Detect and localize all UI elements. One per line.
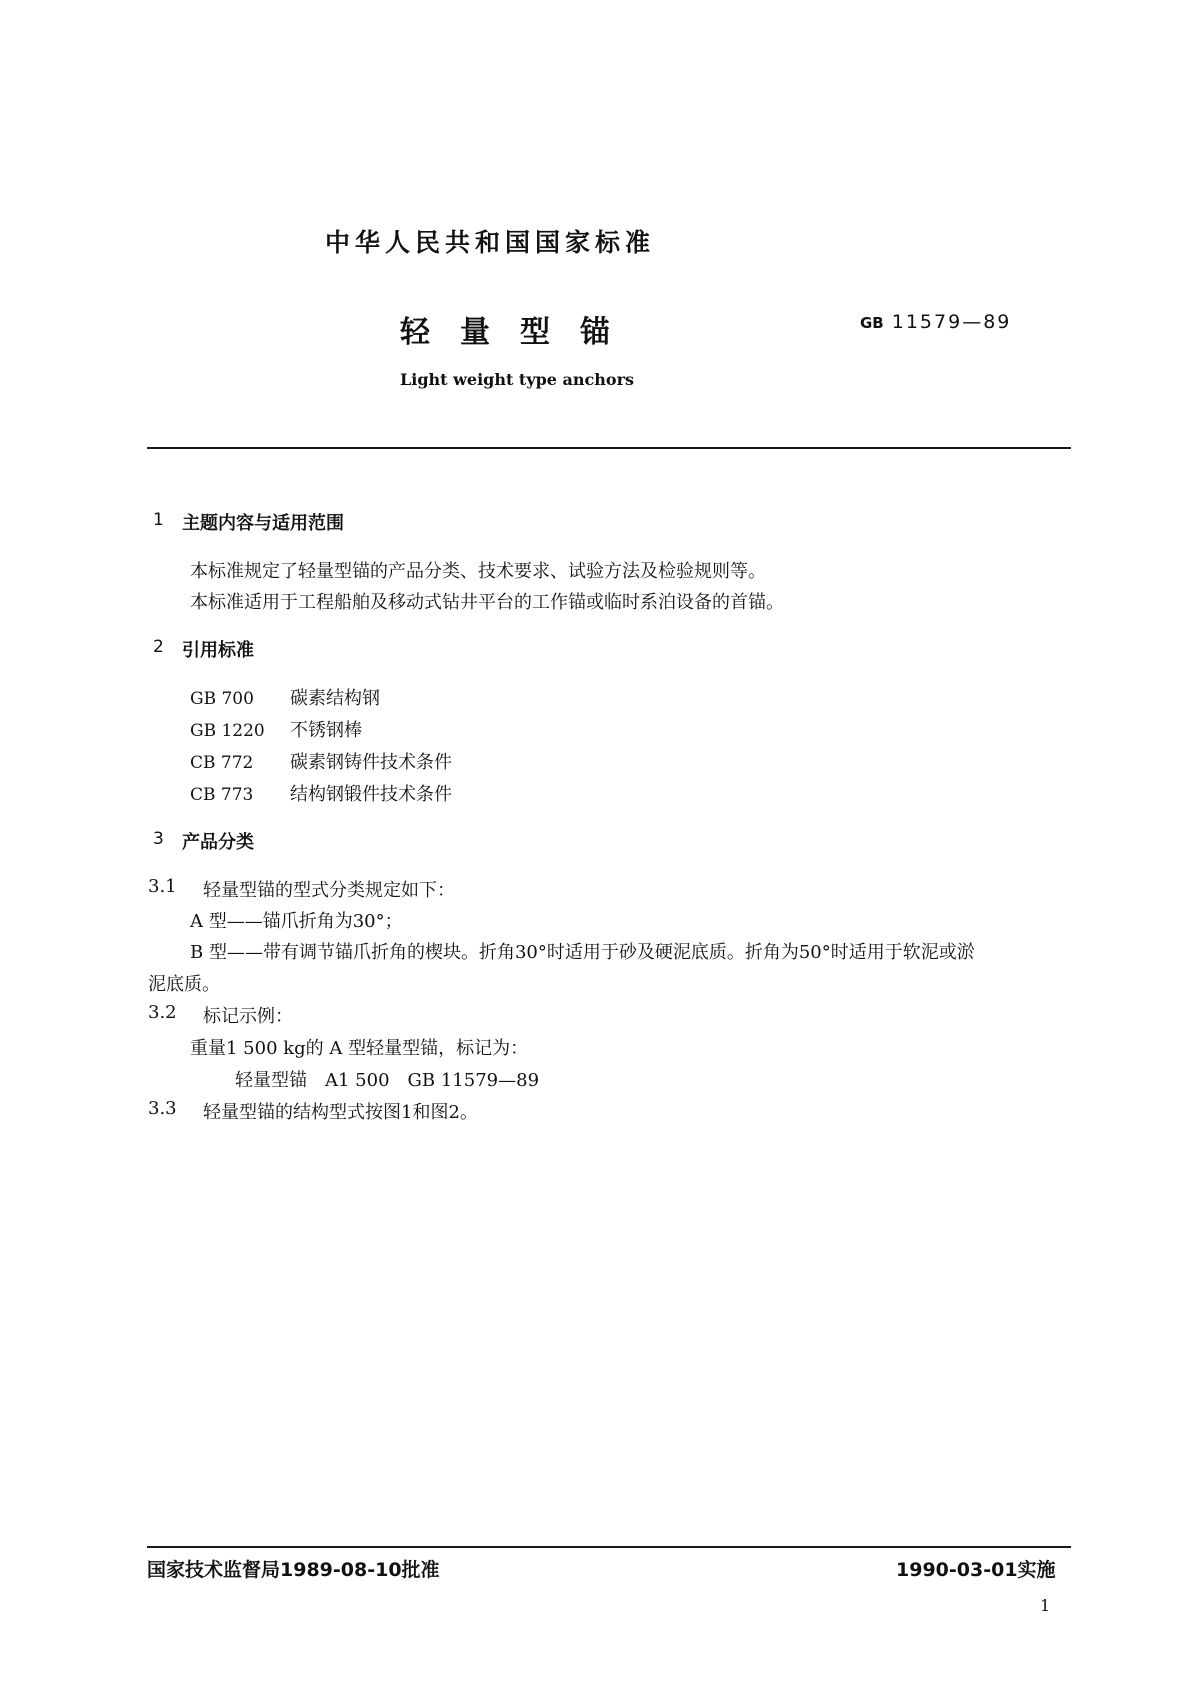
clause-3-2-number: 3.2 <box>148 1002 177 1023</box>
type-a-definition: A 型——锚爪折角为30°； <box>190 911 403 932</box>
document-title: 轻量型锚 <box>400 315 640 350</box>
section-1-number: 1 <box>153 510 164 530</box>
section-3-number: 3 <box>153 829 164 849</box>
reference-name: 碳素钢铸件技术条件 <box>290 752 452 773</box>
clause-3-1-number: 3.1 <box>148 876 177 897</box>
implementation-date: 1990-03-01实施 <box>896 1559 1056 1581</box>
page-number: 1 <box>1040 1596 1051 1615</box>
reference-item <box>190 684 380 710</box>
reference-code: GB 1220 <box>190 721 265 741</box>
reference-code: GB 700 <box>190 689 254 709</box>
standard-code-prefix: GB <box>860 314 884 332</box>
clause-3-3-number: 3.3 <box>148 1098 177 1119</box>
reference-code: CB 773 <box>190 785 254 805</box>
reference-name: 碳素结构钢 <box>290 688 380 709</box>
reference-name: 不锈钢棒 <box>290 720 362 741</box>
header-divider <box>147 447 1071 449</box>
section-1-paragraph-1: 本标准规定了轻量型锚的产品分类、技术要求、试验方法及检验规则等。 <box>190 561 766 582</box>
type-b-definition-continued: 泥底质。 <box>148 974 220 995</box>
approval-note: 国家技术监督局1989-08-10批准 <box>147 1559 440 1581</box>
english-title: Light weight type anchors <box>400 370 635 389</box>
section-1-title: 主题内容与适用范围 <box>182 513 344 534</box>
section-2-title: 引用标准 <box>182 640 254 661</box>
reference-item <box>190 780 452 806</box>
standard-code <box>860 311 1011 333</box>
reference-item <box>190 748 452 774</box>
footer-divider <box>147 1546 1071 1548</box>
clause-3-2-text: 标记示例： <box>203 1006 293 1027</box>
marking-example-description: 重量1 500 kg的 A 型轻量型锚，标记为： <box>190 1038 529 1059</box>
reference-name: 结构钢锻件技术条件 <box>290 784 452 805</box>
national-standard-heading: 中华人民共和国国家标准 <box>325 228 656 257</box>
marking-example: 轻量型锚 A1 500 GB 11579—89 <box>235 1070 540 1091</box>
reference-code: CB 772 <box>190 753 254 773</box>
section-1-paragraph-2: 本标准适用于工程船舶及移动式钻井平台的工作锚或临时系泊设备的首锚。 <box>190 592 784 613</box>
standard-code-number: 11579—89 <box>891 311 1012 333</box>
section-2-number: 2 <box>153 637 164 657</box>
reference-item <box>190 716 362 742</box>
clause-3-3-text: 轻量型锚的结构型式按图1和图2。 <box>203 1102 478 1123</box>
section-3-title: 产品分类 <box>182 832 254 853</box>
clause-3-1-text: 轻量型锚的型式分类规定如下： <box>203 880 455 901</box>
type-b-definition: B 型——带有调节锚爪折角的楔块。折角30°时适用于砂及硬泥底质。折角为50°时适用于软泥或淤 <box>190 942 975 963</box>
